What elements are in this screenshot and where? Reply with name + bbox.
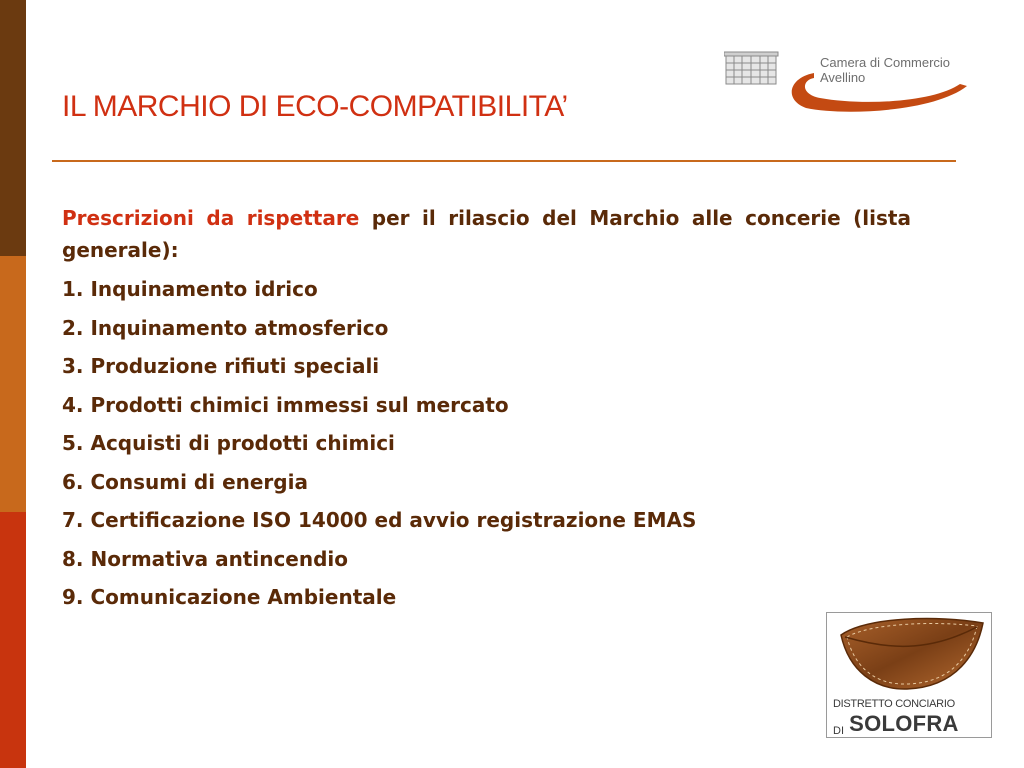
camera-logo-line2: Avellino xyxy=(820,70,866,85)
sidebar-segment-red xyxy=(0,512,26,768)
camera-logo-line1: Camera di Commercio xyxy=(820,55,951,70)
list-item: 2. Inquinamento atmosferico xyxy=(62,315,389,340)
distretto-label: DISTRETTO CONCIARIO xyxy=(833,698,955,710)
sidebar-segment-orange xyxy=(0,256,26,512)
list-item: 6. Consumi di energia xyxy=(62,469,308,494)
list-item: 3. Produzione rifiuti speciali xyxy=(62,354,380,378)
list-item: 9. Comunicazione Ambientale xyxy=(62,585,397,609)
solofra-label xyxy=(833,711,959,737)
distretto-conciario-logo xyxy=(826,612,992,738)
slide-title: IL MARCHIO DI ECO-COMPATIBILITA’ xyxy=(62,90,568,123)
requirements-list xyxy=(62,270,911,617)
intro-highlight: Prescrizioni da rispettare xyxy=(62,206,360,230)
list-item: 8. Normativa antincendio xyxy=(62,546,349,571)
solofra-name: SOLOFRA xyxy=(849,711,959,736)
di-label: DI xyxy=(833,725,844,737)
intro-text: per il rilascio del Marchio alle concerie (lista generale): xyxy=(62,206,911,262)
leather-leaf-icon xyxy=(827,613,991,698)
title-divider xyxy=(52,160,956,162)
sidebar-segment-dark-brown xyxy=(0,0,26,256)
left-color-bar xyxy=(0,0,26,768)
list-item: 7. Certificazione ISO 14000 ed avvio registrazione EMAS xyxy=(62,508,697,532)
list-item: 4. Prodotti chimici immessi sul mercato xyxy=(62,392,509,417)
intro-paragraph xyxy=(62,202,911,266)
list-item: 5. Acquisti di prodotti chimici xyxy=(62,431,395,455)
list-item: 1. Inquinamento idrico xyxy=(62,277,318,301)
camera-di-commercio-text xyxy=(820,55,950,85)
slide-body xyxy=(62,202,911,617)
